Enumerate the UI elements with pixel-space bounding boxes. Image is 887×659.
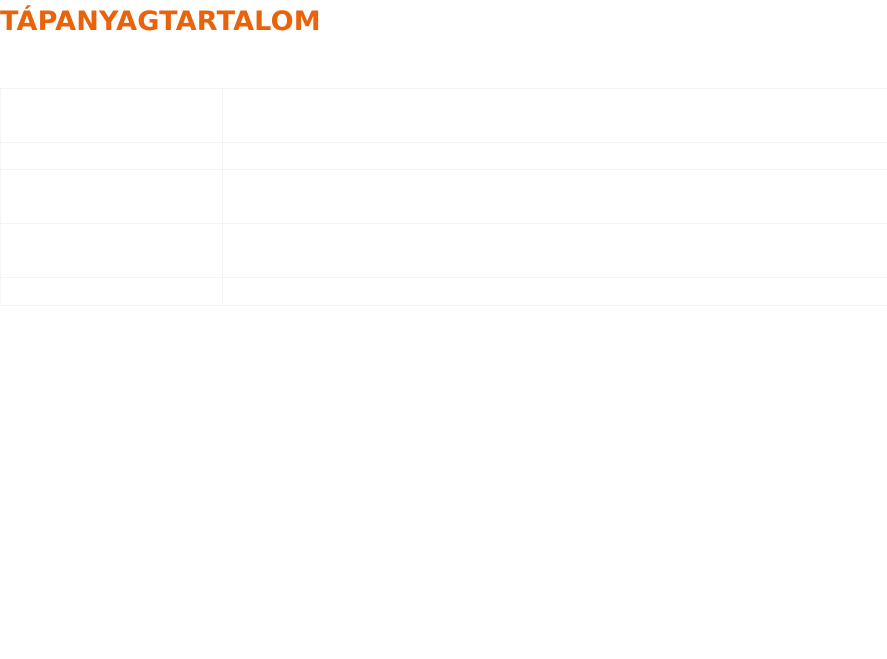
nutrition-table <box>0 88 887 306</box>
table-cell-label <box>1 170 223 224</box>
table-cell-label <box>1 143 223 170</box>
table-cell-value <box>223 170 887 224</box>
table-row <box>1 278 887 306</box>
table-cell-value <box>223 89 887 143</box>
table-cell-label <box>1 89 223 143</box>
table-row <box>1 89 887 143</box>
table-row <box>1 170 887 224</box>
table-row <box>1 224 887 278</box>
table-cell-label <box>1 224 223 278</box>
table-row <box>1 143 887 170</box>
section-heading-nutrient-content: TÁPANYAGTARTALOM <box>0 6 321 37</box>
table-cell-value <box>223 224 887 278</box>
table-cell-value <box>223 143 887 170</box>
table-cell-value <box>223 278 887 306</box>
table-cell-label <box>1 278 223 306</box>
